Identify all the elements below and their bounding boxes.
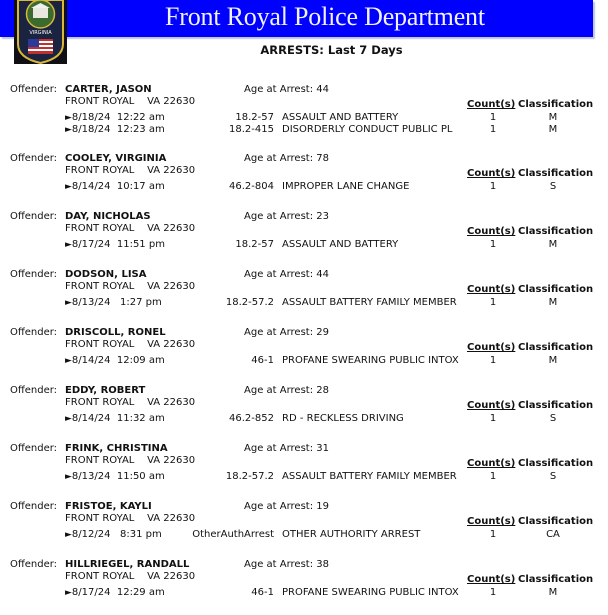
charge-row [0,355,608,367]
charge-description: ASSAULT BATTERY FAMILY MEMBER [282,297,457,308]
charge-time: 11:32 am [116,413,165,424]
charge-count: 1 [489,297,497,308]
age-label: Age at Arrest: [244,84,317,95]
charge-statute: 46.2-804 [229,181,274,192]
charge-date: 8/13/24 [71,297,111,308]
charge-datetime [65,297,162,308]
age-at-arrest [244,153,329,164]
age-value: 38 [316,559,329,570]
department-title: Front Royal Police Department [165,2,485,31]
age-label: Age at Arrest: [244,385,317,396]
charge-datetime [65,112,165,123]
age-value: 78 [316,153,329,164]
age-at-arrest [244,559,329,570]
offender-label: Offender: [10,501,58,512]
age-at-arrest [244,385,329,396]
classification-column-header: Classification [518,226,594,237]
address-city: FRONT ROYAL [65,281,135,292]
offender-name: CARTER, JASON [65,84,152,95]
age-value: 23 [316,211,329,222]
offender-record [0,153,608,209]
charge-time: 10:17 am [116,181,165,192]
counts-column-header: Count(s) [467,342,516,353]
counts-column-header: Count(s) [467,226,516,237]
charge-time: 8:31 pm [116,529,162,540]
age-at-arrest [244,501,329,512]
charge-marker-icon: ► [65,113,72,123]
charge-marker-icon: ► [65,240,72,250]
charge-time: 12:29 am [116,587,165,598]
age-at-arrest [244,211,329,222]
offender-record [0,501,608,557]
charge-classification: S [549,413,557,424]
charge-classification: M [548,355,558,366]
classification-column-header: Classification [518,400,594,411]
charge-time: 1:27 pm [116,297,162,308]
charge-date: 8/14/24 [71,181,111,192]
charge-statute: 18.2-415 [229,124,274,135]
offender-label: Offender: [10,269,58,280]
charge-classification: M [548,239,558,250]
offender-label: Offender: [10,327,58,338]
charge-time: 12:22 am [116,112,165,123]
charge-time: 12:09 am [116,355,165,366]
classification-column-header: Classification [518,168,594,179]
offender-address [65,96,195,107]
address-city: FRONT ROYAL [65,96,135,107]
charge-date: 8/13/24 [71,471,111,482]
age-label: Age at Arrest: [244,501,317,512]
charge-datetime [65,181,165,192]
charge-count: 1 [489,112,497,123]
age-at-arrest [244,327,329,338]
address-state-zip: VA 22630 [147,513,196,524]
offender-address [65,571,195,582]
charge-marker-icon: ► [65,414,72,424]
header-banner [0,0,593,37]
age-label: Age at Arrest: [244,559,317,570]
charge-description: PROFANE SWEARING PUBLIC INTOX [282,355,459,366]
charge-statute: 46.2-852 [229,413,274,424]
charge-count: 1 [489,529,497,540]
charge-statute: 46-1 [251,355,274,366]
charge-description: IMPROPER LANE CHANGE [282,181,410,192]
age-label: Age at Arrest: [244,269,317,280]
charge-count: 1 [489,181,497,192]
offender-record [0,84,608,140]
badge-state-text: VIRGINIA [29,30,52,36]
charge-count: 1 [489,239,497,250]
offender-record [0,559,608,615]
charge-statute: 18.2-57 [235,112,274,123]
charge-row [0,413,608,425]
offender-record [0,327,608,383]
counts-column-header: Count(s) [467,99,516,110]
charge-row [0,587,608,599]
charge-date: 8/17/24 [71,587,111,598]
charge-description: ASSAULT BATTERY FAMILY MEMBER [282,471,457,482]
classification-column-header: Classification [518,342,594,353]
charge-marker-icon: ► [65,298,72,308]
age-value: 19 [316,501,329,512]
charge-marker-icon: ► [65,125,72,135]
charge-count: 1 [489,413,497,424]
charge-marker-icon: ► [65,588,72,598]
offender-name: DRISCOLL, RONEL [65,327,166,338]
age-label: Age at Arrest: [244,153,317,164]
offender-name: DAY, NICHOLAS [65,211,151,222]
offender-record [0,385,608,441]
charge-description: PROFANE SWEARING PUBLIC INTOX [282,587,459,598]
charge-date: 8/18/24 [71,112,111,123]
charge-description: DISORDERLY CONDUCT PUBLIC PL [282,124,453,135]
age-label: Age at Arrest: [244,327,317,338]
charge-statute: 46-1 [251,587,274,598]
age-value: 29 [316,327,329,338]
offender-name: DODSON, LISA [65,269,147,280]
charge-row [0,239,608,251]
charge-datetime [65,529,162,540]
report-subtitle: ARRESTS: Last 7 Days [260,43,403,57]
charge-description: ASSAULT AND BATTERY [282,239,399,250]
offender-address [65,397,195,408]
address-city: FRONT ROYAL [65,513,135,524]
charge-count: 1 [489,124,497,135]
charge-marker-icon: ► [65,472,72,482]
charge-marker-icon: ► [65,530,72,540]
address-city: FRONT ROYAL [65,397,135,408]
offender-address [65,455,195,466]
offender-label: Offender: [10,84,58,95]
address-city: FRONT ROYAL [65,571,135,582]
charge-datetime [65,124,165,135]
charge-datetime [65,413,165,424]
age-value: 28 [316,385,329,396]
charge-datetime [65,471,165,482]
charge-statute: 18.2-57.2 [225,297,274,308]
charge-description: RD - RECKLESS DRIVING [282,413,404,424]
charge-date: 8/14/24 [71,413,111,424]
charge-statute: OtherAuthArrest [192,529,274,540]
age-at-arrest [244,443,329,454]
age-value: 44 [316,84,329,95]
address-state-zip: VA 22630 [147,571,196,582]
counts-column-header: Count(s) [467,458,516,469]
charge-count: 1 [489,471,497,482]
address-state-zip: VA 22630 [147,223,196,234]
offender-address [65,513,195,524]
offender-address [65,165,195,176]
classification-column-header: Classification [518,458,594,469]
counts-column-header: Count(s) [467,516,516,527]
offender-address [65,223,195,234]
charge-classification: S [549,471,557,482]
charge-statute: 18.2-57 [235,239,274,250]
charge-description: ASSAULT AND BATTERY [282,112,399,123]
charge-date: 8/12/24 [71,529,111,540]
charge-datetime [65,355,165,366]
offender-address [65,281,195,292]
charge-row [0,529,608,541]
age-at-arrest [244,84,329,95]
charge-time: 11:51 pm [116,239,165,250]
charge-classification: M [548,124,558,135]
charge-time: 11:50 am [116,471,165,482]
offender-address [65,339,195,350]
counts-column-header: Count(s) [467,574,516,585]
age-label: Age at Arrest: [244,443,317,454]
address-city: FRONT ROYAL [65,165,135,176]
charge-description: OTHER AUTHORITY ARREST [282,529,421,540]
charge-datetime [65,239,165,250]
address-city: FRONT ROYAL [65,455,135,466]
offender-name: COOLEY, VIRGINIA [65,153,167,164]
offender-name: EDDY, ROBERT [65,385,146,396]
charge-count: 1 [489,355,497,366]
offender-record [0,211,608,267]
offender-name: HILLRIEGEL, RANDALL [65,559,190,570]
address-city: FRONT ROYAL [65,339,135,350]
charge-count: 1 [489,587,497,598]
offender-label: Offender: [10,385,58,396]
charge-date: 8/18/24 [71,124,111,135]
charge-time: 12:23 am [116,124,165,135]
charge-statute: 18.2-57.2 [225,471,274,482]
counts-column-header: Count(s) [467,168,516,179]
counts-column-header: Count(s) [467,400,516,411]
address-state-zip: VA 22630 [147,96,196,107]
charge-classification: M [548,297,558,308]
address-state-zip: VA 22630 [147,339,196,350]
address-state-zip: VA 22630 [147,165,196,176]
age-value: 44 [316,269,329,280]
charge-date: 8/14/24 [71,355,111,366]
address-state-zip: VA 22630 [147,455,196,466]
offender-label: Offender: [10,153,58,164]
charge-row [0,471,608,483]
age-value: 31 [316,443,329,454]
charge-row [0,124,608,136]
counts-column-header: Count(s) [467,284,516,295]
charge-row [0,297,608,309]
age-at-arrest [244,269,329,280]
age-label: Age at Arrest: [244,211,317,222]
charge-marker-icon: ► [65,356,72,366]
charge-datetime [65,587,165,598]
offender-name: FRINK, CHRISTINA [65,443,168,454]
classification-column-header: Classification [518,99,594,110]
charge-date: 8/17/24 [71,239,111,250]
charge-classification: CA [546,529,560,540]
offender-record [0,269,608,325]
offender-label: Offender: [10,443,58,454]
address-state-zip: VA 22630 [147,281,196,292]
classification-column-header: Classification [518,574,594,585]
offender-record [0,443,608,499]
classification-column-header: Classification [518,284,594,295]
classification-column-header: Classification [518,516,594,527]
offender-label: Offender: [10,559,58,570]
charge-row [0,112,608,124]
offender-label: Offender: [10,211,58,222]
offender-name: FRISTOE, KAYLI [65,501,152,512]
charge-row [0,181,608,193]
charge-marker-icon: ► [65,182,72,192]
charge-classification: M [548,587,558,598]
charge-classification: S [549,181,557,192]
address-city: FRONT ROYAL [65,223,135,234]
address-state-zip: VA 22630 [147,397,196,408]
charge-classification: M [548,112,558,123]
